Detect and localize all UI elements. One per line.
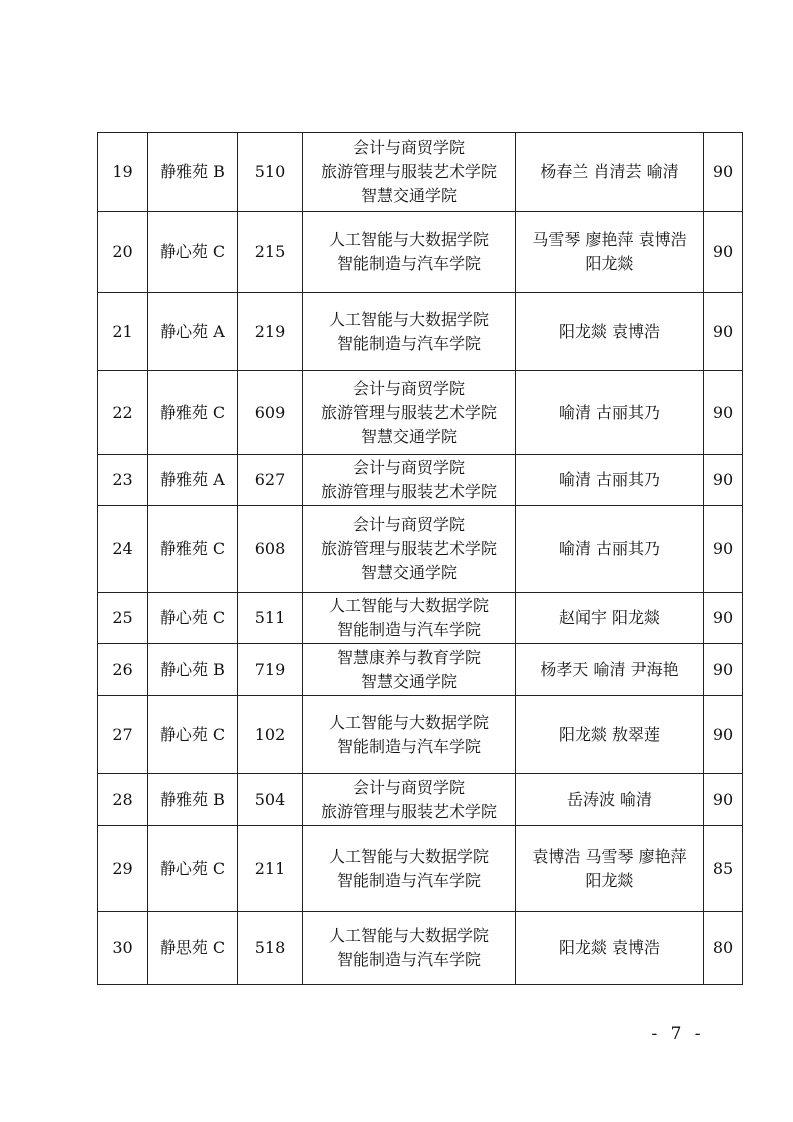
room-number: 215 — [238, 212, 303, 293]
score: 90 — [704, 455, 743, 506]
staff-cell — [516, 455, 704, 506]
score: 90 — [704, 212, 743, 293]
staff-cell — [516, 506, 704, 593]
staff-cell — [516, 644, 704, 696]
dorm-building: 静雅苑 B — [148, 774, 238, 826]
staff-cell — [516, 912, 704, 985]
score: 90 — [704, 293, 743, 371]
staff-names: 杨孝天 喻清 尹海艳 — [540, 659, 679, 679]
college-name: 人工智能与大数据学院 — [328, 846, 489, 866]
colleges-cell — [303, 212, 516, 293]
colleges-cell — [303, 133, 516, 212]
colleges-cell — [303, 455, 516, 506]
college-name: 会计与商贸学院 — [352, 378, 465, 398]
table-row — [98, 455, 743, 506]
college-name: 人工智能与大数据学院 — [328, 230, 489, 249]
score: 90 — [704, 644, 743, 696]
college-name: 智慧交通学院 — [360, 671, 457, 691]
room-number: 719 — [238, 644, 303, 696]
college-name: 智能制造与汽车学院 — [336, 950, 481, 969]
dorm-building: 静雅苑 C — [148, 506, 238, 593]
room-number: 510 — [238, 133, 303, 212]
college-name: 会计与商贸学院 — [352, 138, 465, 157]
college-name: 智能制造与汽车学院 — [336, 736, 481, 756]
staff-names: 赵闻宇 阳龙燚 — [558, 608, 661, 627]
colleges-cell — [303, 593, 516, 644]
colleges-cell — [303, 696, 516, 774]
colleges-cell — [303, 506, 516, 593]
row-number: 25 — [98, 593, 148, 644]
staff-cell — [516, 133, 704, 212]
staff-names: 喻清 古丽其乃 — [558, 402, 661, 422]
dorm-building: 静雅苑 B — [148, 133, 238, 212]
staff-names: 袁博浩 马雪琴 廖艳萍 — [532, 846, 687, 866]
table-row — [98, 826, 743, 912]
room-number: 518 — [238, 912, 303, 985]
college-name: 旅游管理与服装艺术学院 — [320, 162, 497, 181]
dorm-building: 静心苑 C — [148, 593, 238, 644]
college-name: 旅游管理与服装艺术学院 — [320, 482, 497, 501]
staff-cell — [516, 212, 704, 293]
dorm-building: 静心苑 A — [148, 293, 238, 371]
college-name: 智能制造与汽车学院 — [336, 620, 481, 639]
colleges-cell — [303, 293, 516, 371]
room-number: 609 — [238, 371, 303, 455]
table-row — [98, 506, 743, 593]
row-number: 24 — [98, 506, 148, 593]
score: 85 — [704, 826, 743, 912]
table-row — [98, 133, 743, 212]
row-number: 20 — [98, 212, 148, 293]
college-name: 智慧交通学院 — [360, 563, 457, 582]
dorm-building: 静心苑 C — [148, 696, 238, 774]
staff-names: 马雪琴 廖艳萍 袁博浩 — [532, 230, 687, 249]
table-row — [98, 696, 743, 774]
college-name: 人工智能与大数据学院 — [328, 596, 489, 615]
table-row — [98, 593, 743, 644]
table-row — [98, 293, 743, 371]
staff-cell — [516, 293, 704, 371]
score: 90 — [704, 593, 743, 644]
score: 90 — [704, 371, 743, 455]
college-name: 智能制造与汽车学院 — [336, 254, 481, 273]
score: 80 — [704, 912, 743, 985]
staff-names: 阳龙燚 袁博浩 — [558, 321, 661, 341]
row-number: 27 — [98, 696, 148, 774]
staff-names: 喻清 古丽其乃 — [558, 470, 661, 489]
staff-cell — [516, 371, 704, 455]
dorm-building: 静雅苑 A — [148, 455, 238, 506]
row-number: 19 — [98, 133, 148, 212]
room-number: 211 — [238, 826, 303, 912]
room-number: 608 — [238, 506, 303, 593]
staff-cell — [516, 774, 704, 826]
row-number: 26 — [98, 644, 148, 696]
college-name: 人工智能与大数据学院 — [328, 926, 489, 945]
college-name: 人工智能与大数据学院 — [328, 712, 489, 732]
row-number: 22 — [98, 371, 148, 455]
row-number: 28 — [98, 774, 148, 826]
row-number: 30 — [98, 912, 148, 985]
colleges-cell — [303, 826, 516, 912]
staff-names: 喻清 古丽其乃 — [558, 539, 661, 558]
colleges-cell — [303, 912, 516, 985]
college-name: 智慧交通学院 — [360, 426, 457, 446]
college-name: 旅游管理与服装艺术学院 — [320, 402, 497, 422]
score: 90 — [704, 774, 743, 826]
dorm-building: 静心苑 C — [148, 212, 238, 293]
college-name: 旅游管理与服装艺术学院 — [320, 801, 497, 821]
room-number: 627 — [238, 455, 303, 506]
colleges-cell — [303, 644, 516, 696]
table-row — [98, 371, 743, 455]
table-row — [98, 644, 743, 696]
staff-names: 阳龙燚 敖翠莲 — [558, 724, 661, 744]
staff-names: 阳龙燚 — [585, 254, 634, 273]
score: 90 — [704, 696, 743, 774]
college-name: 会计与商贸学院 — [352, 515, 465, 534]
colleges-cell — [303, 371, 516, 455]
table-row — [98, 212, 743, 293]
row-number: 29 — [98, 826, 148, 912]
room-number: 219 — [238, 293, 303, 371]
staff-cell — [516, 593, 704, 644]
score: 90 — [704, 133, 743, 212]
row-number: 21 — [98, 293, 148, 371]
table-row — [98, 774, 743, 826]
room-number: 504 — [238, 774, 303, 826]
row-number: 23 — [98, 455, 148, 506]
colleges-cell — [303, 774, 516, 826]
staff-cell — [516, 696, 704, 774]
college-name: 智能制造与汽车学院 — [336, 870, 481, 890]
dorm-building: 静心苑 B — [148, 644, 238, 696]
table-row — [98, 912, 743, 985]
staff-names: 岳涛波 喻清 — [566, 789, 653, 809]
college-name: 会计与商贸学院 — [352, 777, 465, 797]
dorm-building: 静思苑 C — [148, 912, 238, 985]
dorm-building: 静雅苑 C — [148, 371, 238, 455]
page-number: - 7 - — [651, 1024, 705, 1044]
college-name: 智慧康养与教育学院 — [336, 647, 481, 667]
room-number: 102 — [238, 696, 303, 774]
room-number: 511 — [238, 593, 303, 644]
score: 90 — [704, 506, 743, 593]
staff-names: 阳龙燚 — [585, 870, 634, 890]
staff-cell — [516, 826, 704, 912]
dorm-inspection-table — [97, 132, 743, 985]
college-name: 智慧交通学院 — [360, 186, 457, 205]
staff-names: 阳龙燚 袁博浩 — [558, 938, 661, 957]
college-name: 旅游管理与服装艺术学院 — [320, 539, 497, 558]
dorm-building: 静心苑 C — [148, 826, 238, 912]
college-name: 会计与商贸学院 — [352, 458, 465, 477]
college-name: 智能制造与汽车学院 — [336, 333, 481, 353]
staff-names: 杨春兰 肖清芸 喻清 — [540, 162, 679, 181]
college-name: 人工智能与大数据学院 — [328, 309, 489, 329]
